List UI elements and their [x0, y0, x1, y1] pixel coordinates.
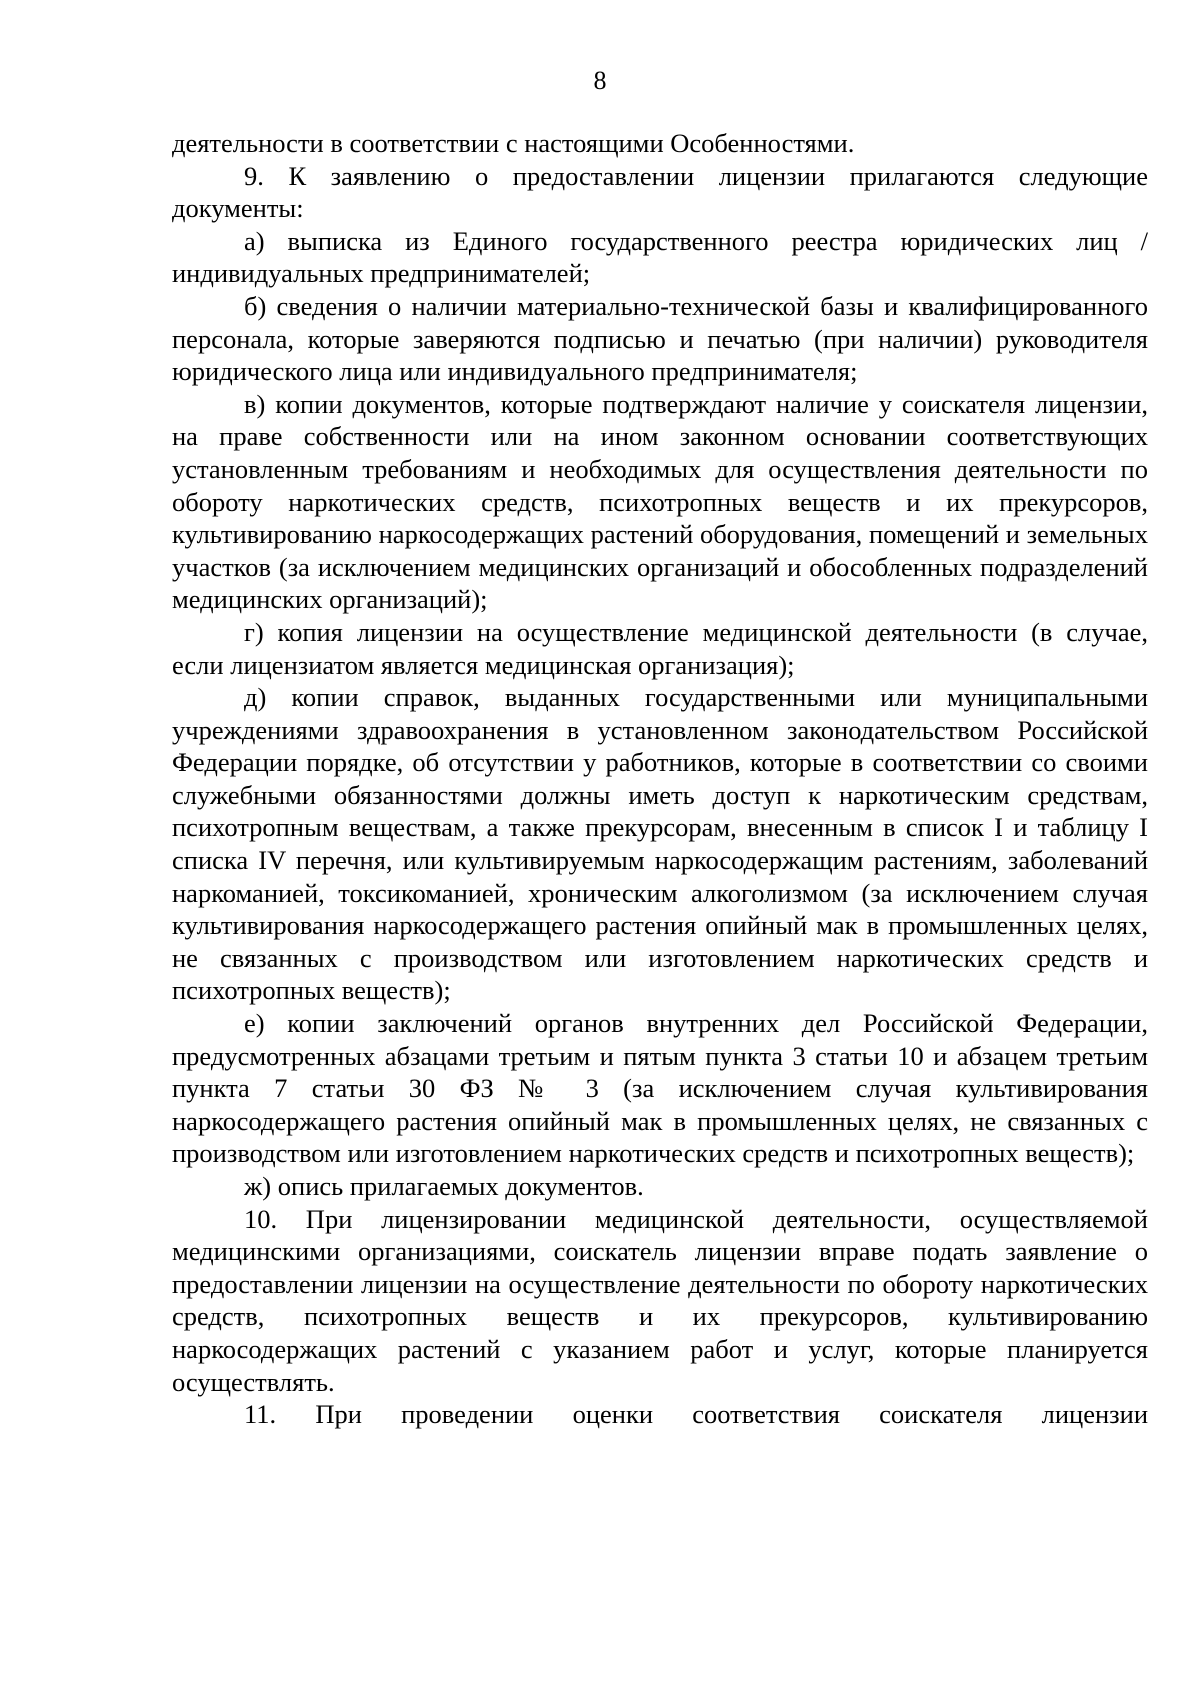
paragraph-item-9d: д) копии справок, выданных государственными или муниципальными учреждениями здравоохранения в установленном законодательством Российской Федерации порядке, об отсутствии у работников, которые в соответствии со своими служебными обязанностями должны иметь доступ к наркотическим средствам, психотропным веществам, а также прекурсорам, внесенным в список I и таблицу I списка IV перечня, или культивируемым наркосодержащим растениям, заболеваний наркоманией, токсикоманией, хроническим алкоголизмом (за исключением случая культивирования наркосодержащего растения опийный мак в промышленных целях, не связанных с производством или изготовлением наркотических средств и психотропных веществ); — [172, 682, 1148, 1006]
paragraph-item-9e: е) копии заключений органов внутренних дел Российской Федерации, предусмотренных абзацами третьим и пятым пункта 3 статьи 10 и абзацем третьим пункта 7 статьи 30 ФЗ № 3 (за исключением случая культивирования наркосодержащего растения опийный мак в промышленных целях, не связанных с производством или изготовлением наркотических средств и психотропных веществ); — [172, 1008, 1148, 1169]
paragraph-item-9a: а) выписка из Единого государственного реестра юридических лиц / индивидуальных предпринимателей; — [172, 225, 1148, 289]
document-body — [172, 127, 1148, 1431]
paragraph-item-9v: в) копии документов, которые подтверждают наличие у соискателя лицензии, на праве собственности или на ином законном основании соответствующих установленным требованиям и необходимых для осуществления деятельности по обороту наркотических средств, психотропных веществ и их прекурсоров, культивированию наркосодержащих растений оборудования, помещений и земельных участков (за исключением медицинских организаций и обособленных подразделений медицинских организаций); — [172, 388, 1148, 615]
paragraph-item-9zh: ж) опись прилагаемых документов. — [244, 1171, 644, 1201]
paragraph-continuation: деятельности в соответствии с настоящими Особенностями. — [172, 128, 855, 158]
paragraph-item-9: 9. К заявлению о предоставлении лицензии прилагаются следующие документы: — [172, 160, 1148, 224]
paragraph-item-9g: г) копия лицензии на осуществление медицинской деятельности (в случае, если лицензиатом является медицинская организация); — [172, 616, 1148, 680]
paragraph-item-9b: б) сведения о наличии материально-технической базы и квалифицированного персонала, которые заверяются подписью и печатью (при наличии) руководителя юридического лица или индивидуального предпринимателя; — [172, 290, 1148, 387]
page-number: 8 — [593, 66, 607, 95]
paragraph-item-11: 11. При проведении оценки соответствия соискателя лицензии — [244, 1399, 1148, 1430]
paragraph-item-10: 10. При лицензировании медицинской деятельности, осуществляемой медицинскими организациями, соискатель лицензии вправе подать заявление о предоставлении лицензии на осуществление деятельности по обороту наркотических средств, психотропных веществ и их прекурсоров, культивированию наркосодержащих растений с указанием работ и услуг, которые планируется осуществлять. — [172, 1203, 1148, 1397]
